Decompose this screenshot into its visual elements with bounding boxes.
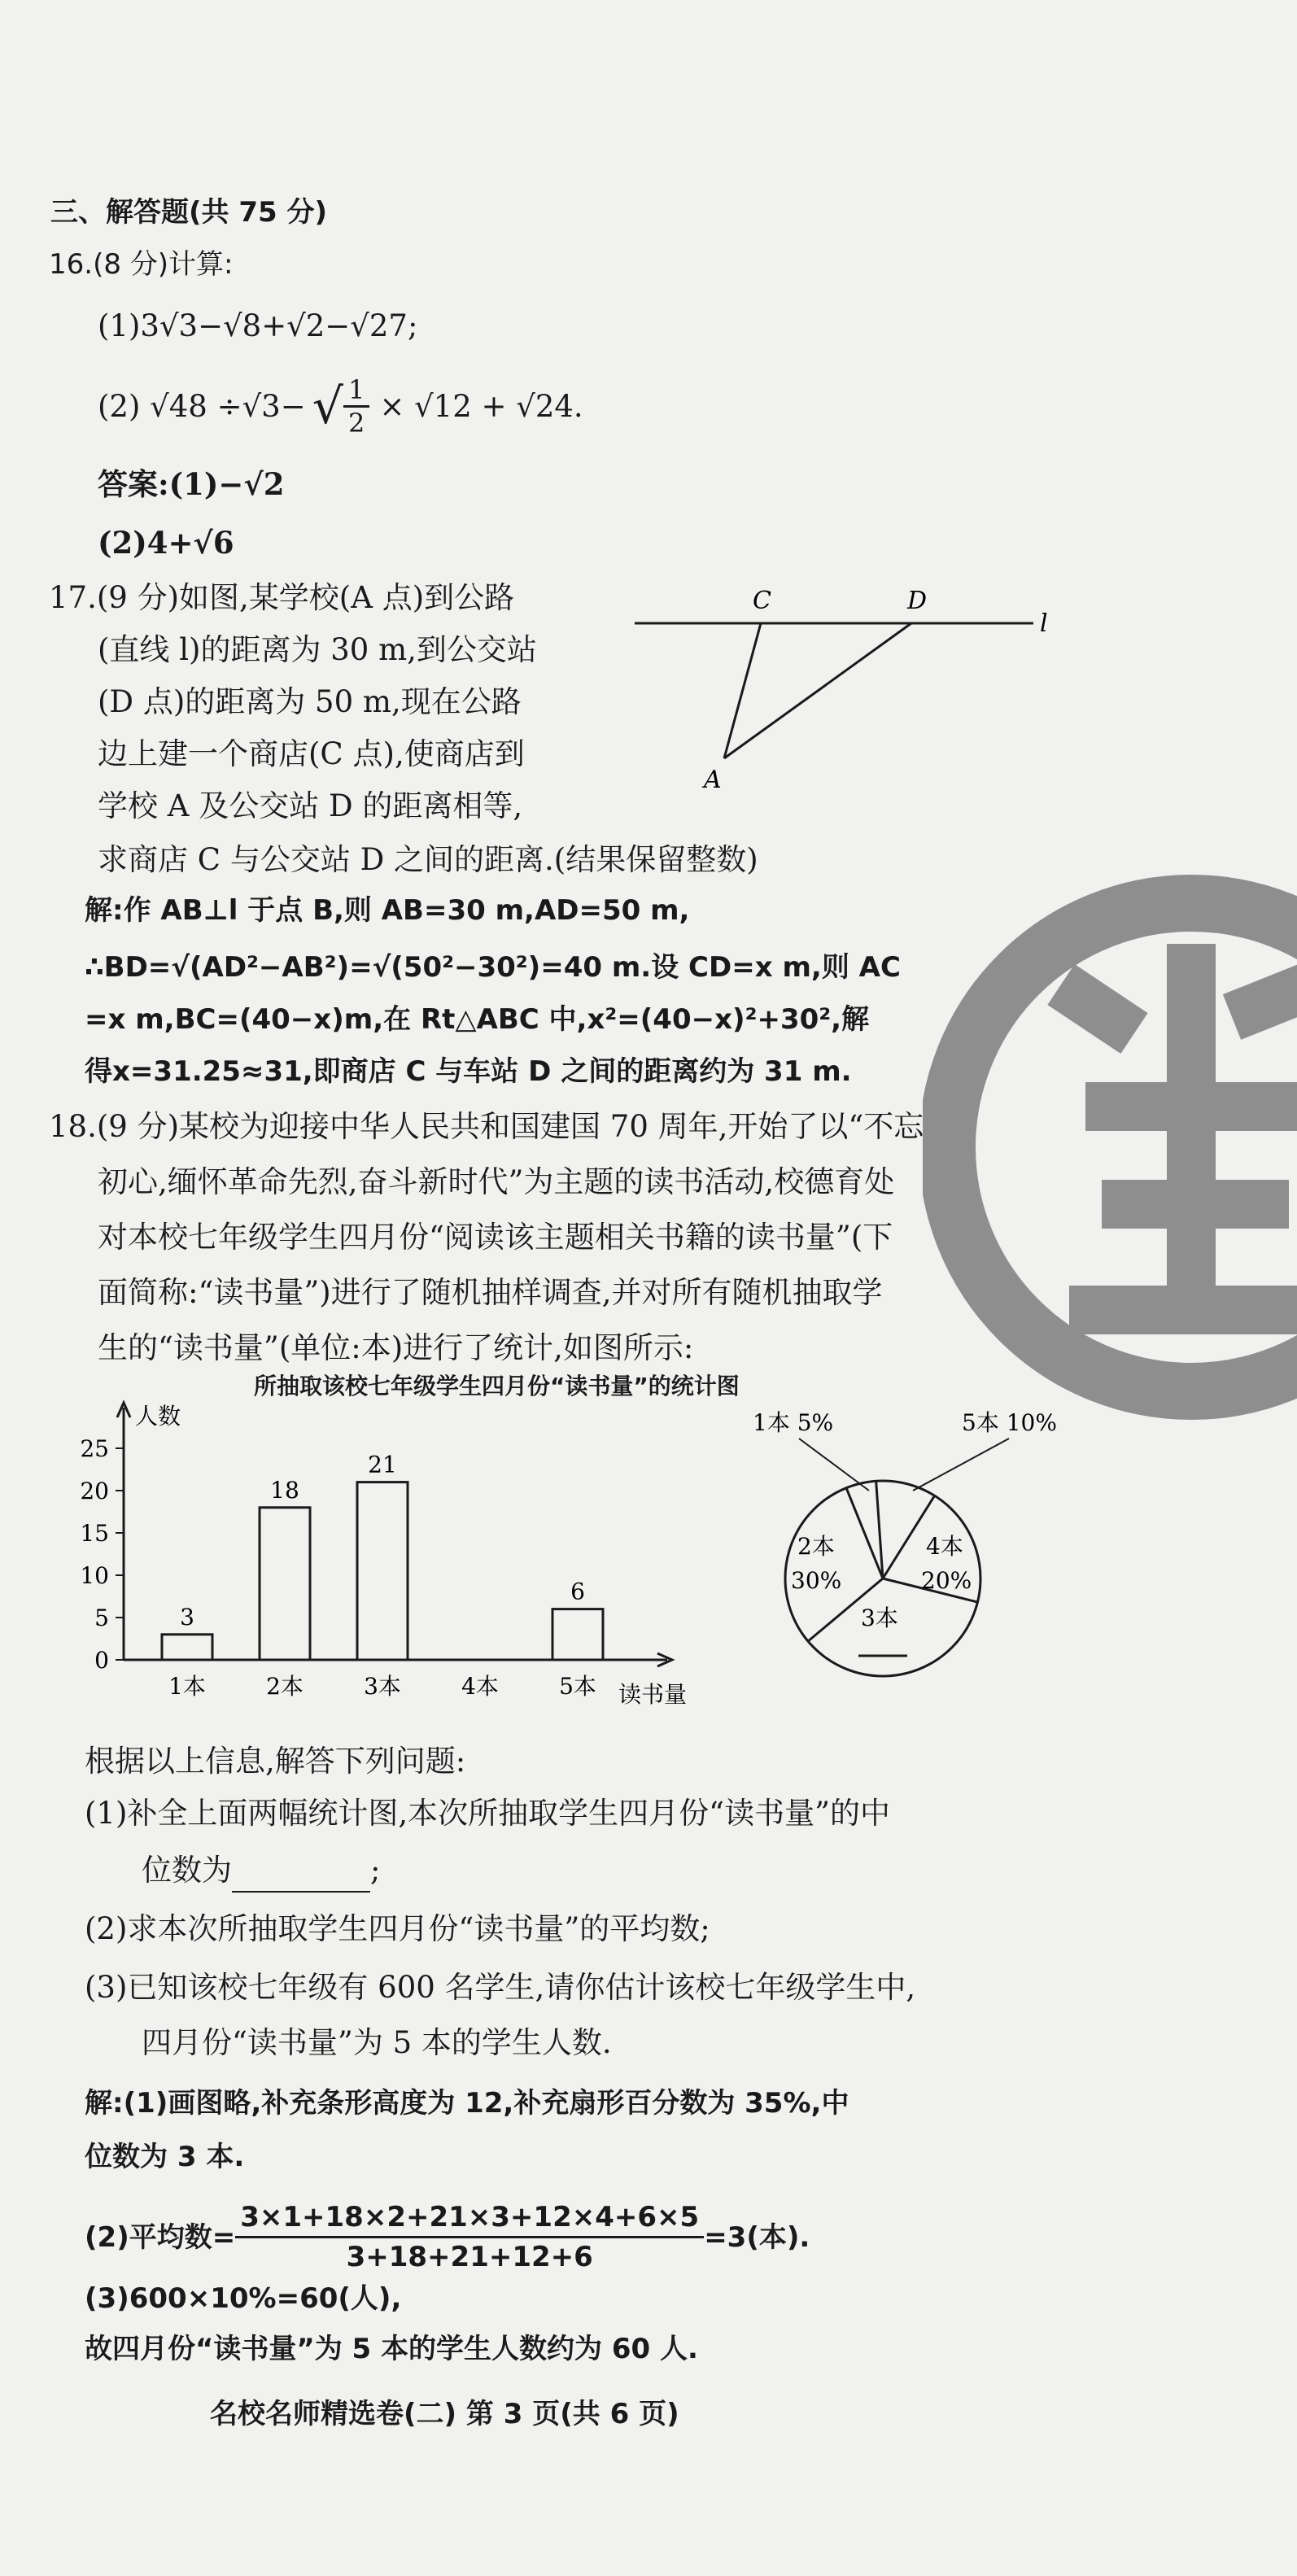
q18-line-4: 面简称:“读书量”)进行了随机抽样调查,并对所有随机抽取学 [98, 1275, 883, 1310]
pie-label-2ben-pct: 30% [791, 1567, 842, 1594]
x-tick-label: 3本 [364, 1673, 401, 1700]
y-tick-label: 5 [94, 1605, 109, 1631]
q18-line-2: 初心,缅怀革命先烈,奋斗新时代”为主题的读书活动,校德育处 [98, 1164, 895, 1199]
median-blank[interactable] [232, 1862, 370, 1893]
pie-label-4ben-pct: 20% [921, 1567, 972, 1594]
x-axis-label: 读书量 [618, 1681, 688, 1708]
pie-leader-1ben [799, 1439, 869, 1491]
q16-part2-post: × √12 + √24. [379, 388, 583, 424]
bar-value-label: 6 [570, 1578, 585, 1605]
frac-num: 1 [343, 374, 369, 408]
mean-fraction [235, 2198, 704, 2276]
y-tick-label: 15 [80, 1520, 109, 1547]
q18-solution-3 [85, 2198, 810, 2276]
segment-da [724, 623, 911, 758]
pie-label-1ben: 1本 5% [753, 1409, 834, 1436]
y-tick-label: 20 [80, 1478, 109, 1504]
bar-1 [162, 1635, 212, 1660]
median-semicolon: ; [370, 1853, 381, 1888]
q16-part2: (2) √48 ÷√3− √ $\frac{1}{2}$ × √12 + √24. [98, 374, 583, 439]
q16-part1: (1)3√3−√8+√2−√27; [98, 308, 418, 343]
q18-solution-1: 解:(1)画图略,补充条形高度为 12,补充扇形百分数为 35%,中 [85, 2087, 849, 2120]
pie-label-2ben-name: 2本 [797, 1533, 835, 1560]
pie-chart [732, 1399, 1082, 1725]
mean-numerator: 3×1+18×2+21×3+12×4+6×5 [235, 2198, 704, 2238]
y-axis-label: 人数 [135, 1403, 181, 1430]
q16-heading: 16.(8 分)计算: [49, 248, 234, 281]
frac-den: 2 [347, 408, 365, 439]
chart-title: 所抽取该校七年级学生四月份“读书量”的统计图 [254, 1373, 740, 1399]
pie-leader-5ben [913, 1439, 1009, 1491]
mean-denominator: 3+18+21+12+6 [346, 2241, 593, 2273]
bar-value-label: 21 [368, 1451, 397, 1478]
q16-answer-2: (2)4+√6 [98, 525, 234, 561]
bar-chart [49, 1383, 716, 1709]
mean-result: =3(本). [704, 2220, 810, 2254]
segment-ca [724, 623, 761, 758]
q17-line-6: 求商店 C 与公交站 D 之间的距离.(结果保留整数) [98, 842, 758, 877]
label-l: l [1040, 609, 1048, 638]
q16-part2-frac [343, 374, 369, 439]
q16-part2-pre: (2) √48 ÷√3− [98, 388, 306, 424]
q17-line-2: (直线 l)的距离为 30 m,到公交站 [98, 632, 537, 667]
y-tick-label: 10 [80, 1562, 109, 1589]
bar-value-label: 18 [270, 1476, 299, 1504]
q17-line-4: 边上建一个商店(C 点),使商店到 [98, 736, 525, 771]
q17-solution-2: ∴BD=√(AD²−AB²)=√(50²−30²)=40 m.设 CD=x m,则 AC [85, 951, 901, 984]
q17-line-1: 17.(9 分)如图,某学校(A 点)到公路 [49, 580, 515, 615]
x-tick-label: 1本 [168, 1673, 206, 1700]
q18-part1-line1: (1)补全上面两幅统计图,本次所抽取学生四月份“读书量”的中 [85, 1796, 891, 1831]
y-tick-label: 25 [80, 1435, 109, 1462]
pie-label-4ben-name: 4本 [926, 1533, 963, 1560]
watermark-stamp [923, 822, 1297, 1473]
pie-label-5ben: 5本 10% [962, 1409, 1057, 1436]
label-a: A [704, 766, 722, 794]
q18-part3-line1: (3)已知该校七年级有 600 名学生,请你估计该校七年级学生中, [85, 1970, 916, 2005]
q17-line-3: (D 点)的距离为 50 m,现在公路 [98, 684, 522, 719]
q18-part2: (2)求本次所抽取学生四月份“读书量”的平均数; [85, 1911, 710, 1946]
q18-solution-5: 故四月份“读书量”为 5 本的学生人数约为 60 人. [85, 2333, 698, 2365]
label-c: C [753, 587, 771, 615]
q17-solution-4: 得x=31.25≈31,即商店 C 与车站 D 之间的距离约为 31 m. [85, 1055, 852, 1088]
q18-line-5: 生的“读书量”(单位:本)进行了统计,如图所示: [98, 1330, 694, 1365]
q17-line-5: 学校 A 及公交站 D 的距离相等, [98, 788, 523, 823]
bar-value-label: 3 [180, 1603, 194, 1631]
section-title: 三、解答题(共 75 分) [50, 196, 328, 229]
mean-label: (2)平均数= [85, 2220, 236, 2254]
x-tick-label: 4本 [461, 1673, 499, 1700]
q18-solution-4: (3)600×10%=60(人), [85, 2282, 402, 2315]
label-d: D [907, 587, 928, 615]
q18-line-1: 18.(9 分)某校为迎接中华人民共和国建国 70 周年,开始了以“不忘 [49, 1109, 924, 1144]
bar-3 [357, 1482, 408, 1660]
q18-line-3: 对本校七年级学生四月份“阅读该主题相关书籍的读书量”(下 [98, 1220, 893, 1255]
q18-prompt: 根据以上信息,解答下列问题: [85, 1744, 466, 1779]
pie-label-3ben: 3本 [861, 1605, 898, 1631]
q17-solution-3: =x m,BC=(40−x)m,在 Rt△ABC 中,x²=(40−x)²+30²,解 [85, 1003, 870, 1036]
y-tick-label: 0 [94, 1647, 109, 1674]
q18-part1-line2 [142, 1849, 380, 1893]
page-footer: 名校名师精选卷(二) 第 3 页(共 6 页) [210, 2398, 679, 2430]
q18-part3-line2: 四月份“读书量”为 5 本的学生人数. [142, 2025, 612, 2060]
q16-answer-1: 答案:(1)−√2 [98, 466, 285, 502]
median-label: 位数为 [142, 1853, 232, 1888]
bar-5 [552, 1609, 603, 1660]
q17-figure [618, 578, 1074, 797]
q17-solution-1: 解:作 AB⊥l 于点 B,则 AB=30 m,AD=50 m, [85, 894, 690, 927]
q18-solution-2: 位数为 3 本. [85, 2141, 245, 2173]
bar-2 [260, 1508, 310, 1660]
x-tick-label: 5本 [559, 1673, 596, 1700]
x-tick-label: 2本 [266, 1673, 304, 1700]
